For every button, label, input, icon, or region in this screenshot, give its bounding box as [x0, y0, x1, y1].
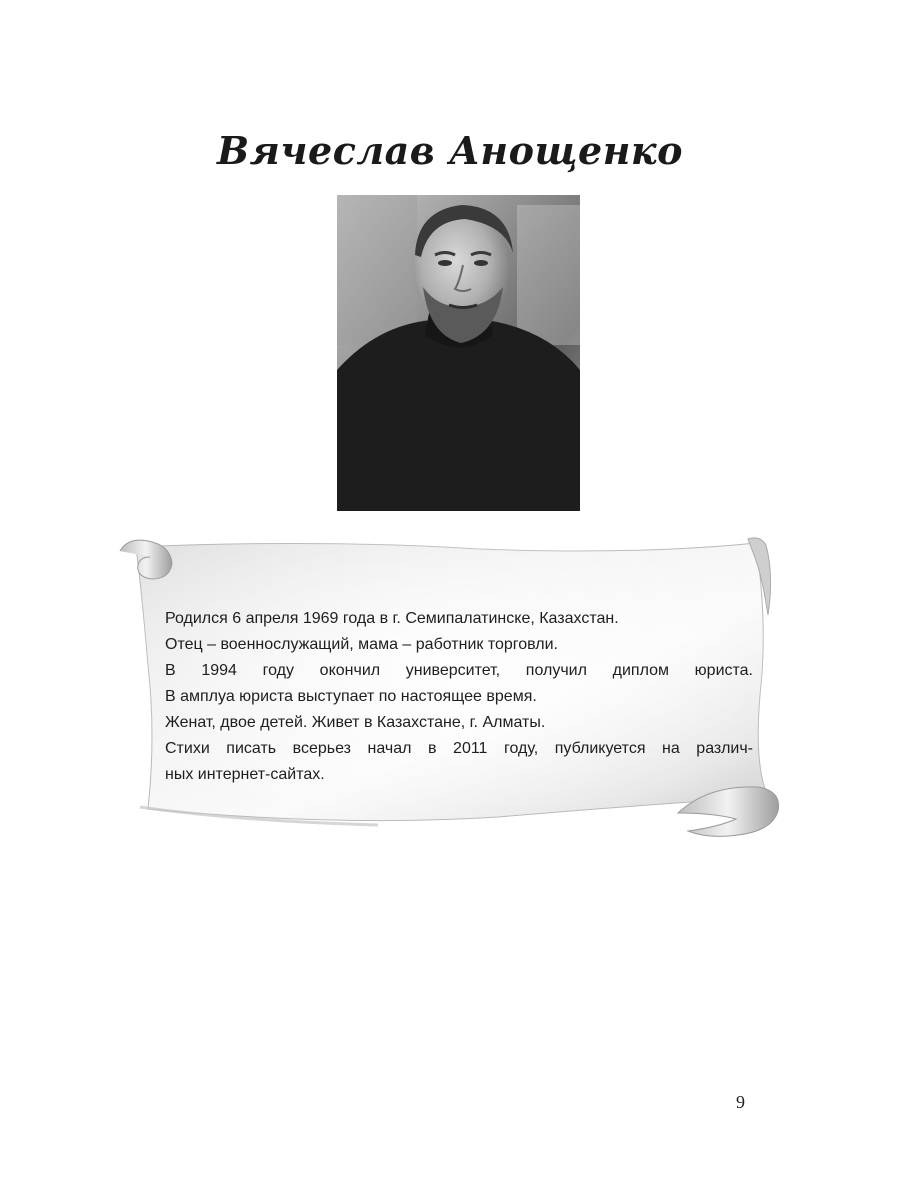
- author-portrait-photo: [337, 195, 580, 511]
- bio-line: В амплуа юриста выступает по настоящее время.: [165, 688, 537, 705]
- biography-text: [165, 606, 753, 788]
- bio-line: Стихи писать всерьез начал в 2011 году, публикуется на различ-: [165, 740, 753, 757]
- page-number: 9: [736, 1092, 745, 1112]
- page-title: Вячеслав Анощенко: [216, 128, 683, 173]
- bio-line: Отец – военнослужащий, мама – работник торговли.: [165, 636, 558, 653]
- bio-line: ных интернет-сайтах.: [165, 766, 325, 783]
- bio-line: Родился 6 апреля 1969 года в г. Семипалатинске, Казахстан.: [165, 610, 619, 627]
- bio-line: В 1994 году окончил университет, получил диплом юриста.: [165, 662, 753, 679]
- bio-line: Женат, двое детей. Живет в Казахстане, г. Алматы.: [165, 714, 546, 731]
- portrait-photo-icon: [337, 195, 580, 511]
